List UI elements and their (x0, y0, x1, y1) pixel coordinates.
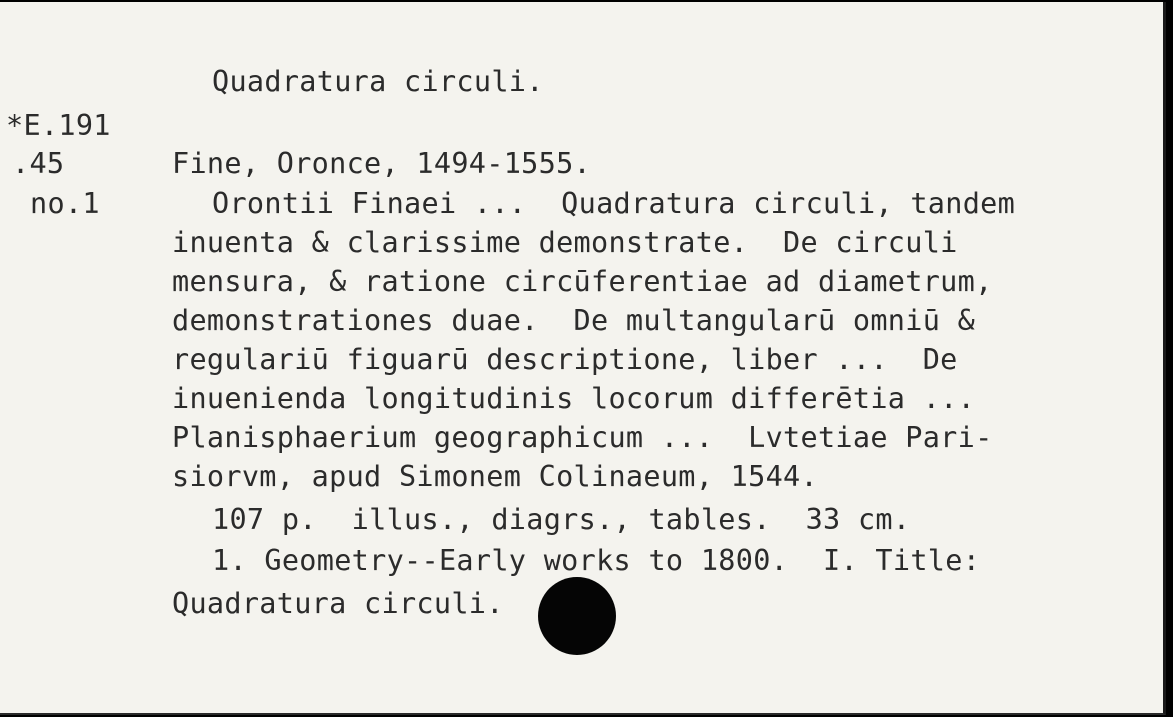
subject-line: Quadratura circuli. (172, 587, 504, 620)
collation-line: 107 p. illus., diagrs., tables. 33 cm. (212, 503, 911, 536)
subject-line: 1. Geometry--Early works to 1800. I. Title: (212, 544, 981, 577)
body-line: demonstrationes duae. De multangularū omniū & (172, 304, 976, 337)
punch-hole (538, 577, 616, 655)
body-line: Planisphaerium geographicum ... Lvtetiae Pari- (172, 421, 993, 454)
catalog-card (0, 2, 1166, 715)
body-line: Orontii Finaei ... Quadratura circuli, tandem (212, 187, 1016, 220)
body-line: inuenienda longitudinis locorum differētia ... (172, 382, 976, 415)
body-line: mensura, & ratione circūferentiae ad diametrum, (172, 265, 993, 298)
body-line: siorvm, apud Simonem Colinaeum, 1544. (172, 460, 818, 493)
body-line: regulariū figuarū descriptione, liber ... De (172, 343, 958, 376)
body-line: inuenta & clarissime demonstrate. De circuli (172, 226, 958, 259)
call-number-line-2: .45 (12, 147, 65, 180)
call-number-line-3: no.1 (30, 187, 100, 220)
call-number-line-1: *E.191 (6, 109, 111, 142)
author-line: Fine, Oronce, 1494-1555. (172, 147, 592, 180)
card-heading: Quadratura circuli. (212, 65, 544, 98)
